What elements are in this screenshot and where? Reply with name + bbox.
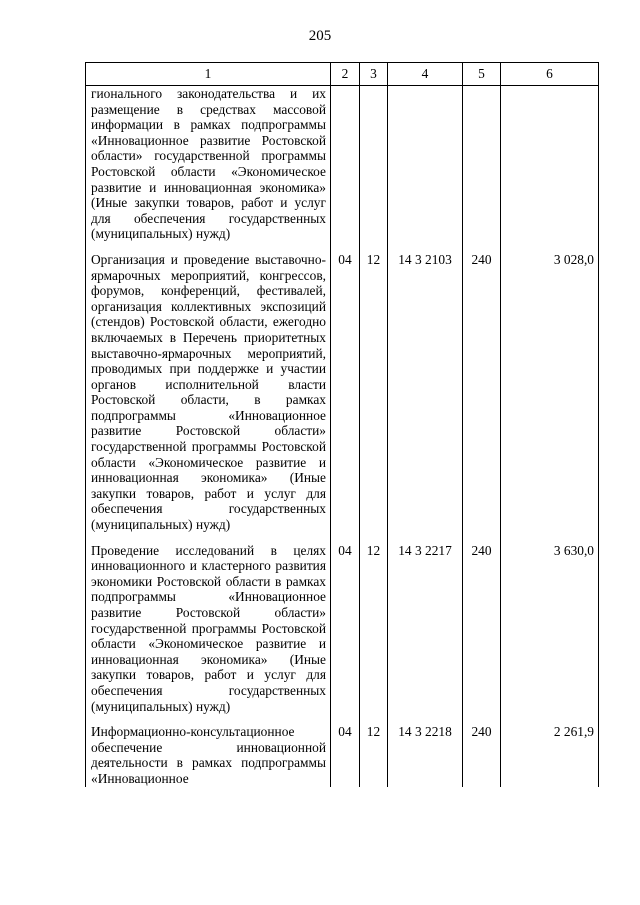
row-expense-type: 240	[463, 252, 501, 543]
row-expense-type: 240	[463, 724, 501, 786]
row-amount	[501, 86, 599, 252]
row-expense-type	[463, 86, 501, 252]
row-subsection	[360, 86, 388, 252]
page-number: 205	[308, 28, 332, 44]
row-amount: 3 630,0	[501, 543, 599, 725]
row-description: Проведение исследований в целях инновационного и кластерного развития экономики Ростовской области в рамках подпрограммы «Инновационное развитие Ростовской области» государственной программы Ростовской области «Экономическое развитие и инновационная экономика» (Иные закупки товаров, работ и услуг для обеспечения государственных (муниципальных) нужд)	[86, 543, 331, 725]
row-section: 04	[331, 252, 360, 543]
table-row	[86, 543, 599, 725]
row-description: Организация и проведение выставочно-ярмарочных мероприятий, конгрессов, форумов, конференций, фестивалей, организация коллективных экспозиций (стендов) Ростовской области, ежегодно включаемых в Перечень приоритетных выставочно-ярмарочных мероприятий, проводимых при поддержке и участии органов исполнительной власти Ростовской области, в рамках подпрограммы «Инновационное развитие Ростовской области» государственной программы Ростовской области «Экономическое развитие и инновационная экономика» (Иные закупки товаров, работ и услуг для обеспечения государственных (муниципальных) нужд)	[86, 252, 331, 543]
row-target-article: 14 3 2218	[388, 724, 463, 786]
row-amount: 3 028,0	[501, 252, 599, 543]
column-header-5: 5	[463, 63, 501, 86]
row-target-article: 14 3 2103	[388, 252, 463, 543]
budget-table-container	[85, 62, 598, 787]
row-expense-type: 240	[463, 543, 501, 725]
column-header-3: 3	[360, 63, 388, 86]
row-amount: 2 261,9	[501, 724, 599, 786]
table-row	[86, 252, 599, 543]
row-subsection: 12	[360, 724, 388, 786]
row-description: Информационно-консультационное обеспечение инновационной деятельности в рамках подпрограммы «Инновационное	[86, 724, 331, 786]
row-description: гионального законодательства и их размещение в средствах массовой информации в рамках подпрограммы «Инновационное развитие Ростовской области» государственной программы Ростовской области «Экономическое развитие и инновационная экономика» (Иные закупки товаров, работ и услуг для обеспечения государственных (муниципальных) нужд)	[86, 86, 331, 252]
table-header	[86, 63, 599, 86]
header-row	[86, 63, 599, 86]
row-target-article: 14 3 2217	[388, 543, 463, 725]
row-subsection: 12	[360, 543, 388, 725]
budget-table	[85, 62, 599, 787]
row-target-article	[388, 86, 463, 252]
column-header-2: 2	[331, 63, 360, 86]
row-section: 04	[331, 543, 360, 725]
row-section	[331, 86, 360, 252]
row-section: 04	[331, 724, 360, 786]
column-header-6: 6	[501, 63, 599, 86]
column-header-4: 4	[388, 63, 463, 86]
table-body	[86, 86, 599, 787]
row-subsection: 12	[360, 252, 388, 543]
column-header-1: 1	[86, 63, 331, 86]
table-row	[86, 86, 599, 252]
table-row	[86, 724, 599, 786]
